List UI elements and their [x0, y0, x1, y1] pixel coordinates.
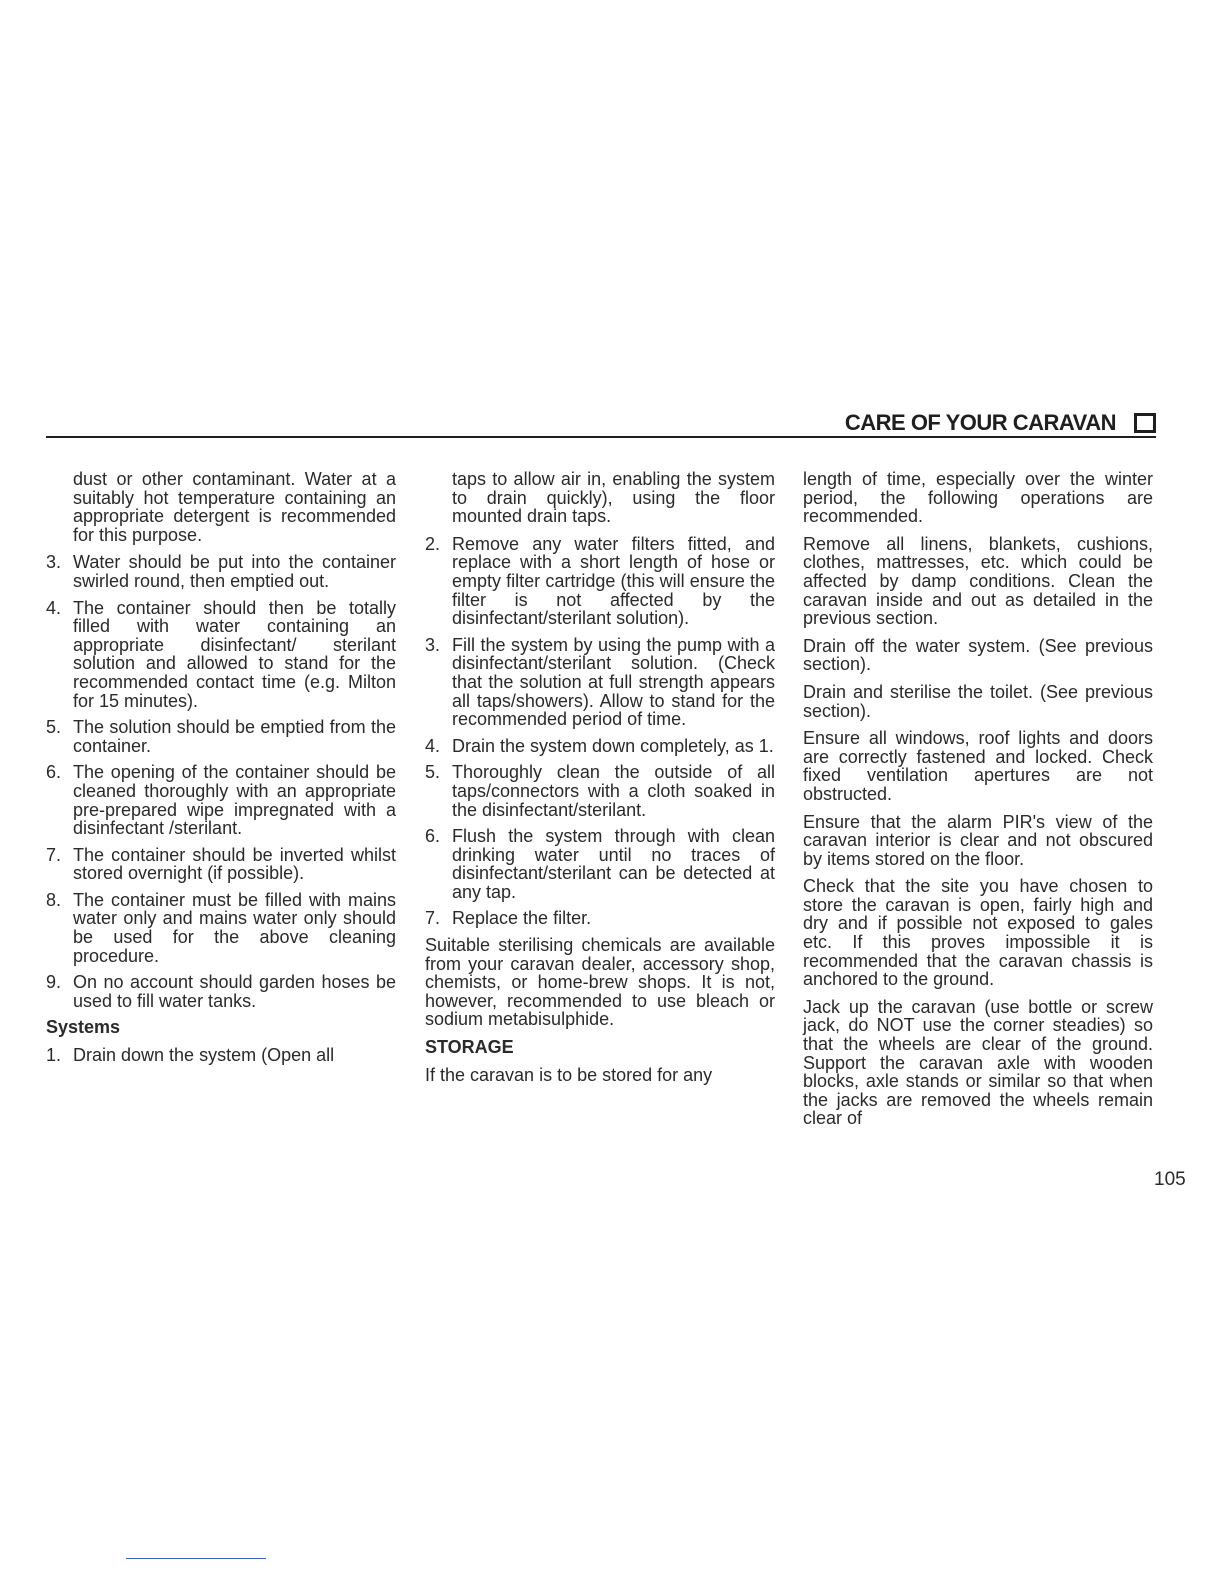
list-item	[46, 846, 396, 883]
storage-heading: STORAGE	[425, 1037, 514, 1058]
list-number: 5.	[46, 717, 62, 738]
list-text: The solution should be emptied from the container.	[73, 717, 396, 756]
list-number: 6.	[425, 826, 441, 847]
list-item	[425, 737, 775, 756]
list-number: 2.	[425, 533, 441, 554]
list-text: Fill the system by using the pump with a disinfectant/sterilant solution. (Check that the solution at full strength appears all taps/showers). Allow to stand for the recommended period of time.	[452, 634, 775, 730]
storage-paragraph: Drain and sterilise the toilet. (See previous section).	[803, 681, 1153, 721]
list-number: 7.	[46, 844, 62, 865]
column-3	[803, 470, 1153, 1137]
storage-paragraph: Remove all linens, blankets, cushions, clothes, mattresses, etc. which could be affected by damp conditions. Clean the caravan inside and out as detailed in the previous section.	[803, 533, 1153, 629]
section-title: CARE OF YOUR CARAVAN	[844, 410, 1116, 435]
list-item	[425, 763, 775, 819]
storage-paragraph: length of time, especially over the winter period, the following operations are recommended.	[803, 469, 1153, 527]
list-text: Drain down the system (Open all	[73, 1045, 335, 1066]
list-number: 4.	[425, 735, 441, 756]
list-text: The container must be filled with mains water only and mains water only should be used for the above cleaning procedure.	[73, 889, 396, 966]
col2-intro: taps to allow air in, enabling the system to drain quickly), using the floor mounted drain taps.	[452, 469, 775, 527]
list-text: Remove any water filters fitted, and replace with a short length of hose or empty filter cartridge (this will ensure the filter is not affected by the disinfectant/sterilant solution).	[452, 533, 775, 629]
page-header	[46, 410, 1156, 438]
square-icon	[1134, 413, 1156, 433]
list-text: The container should be inverted whilst stored overnight (if possible).	[73, 844, 396, 884]
list-item	[425, 909, 775, 928]
list-number: 7.	[425, 908, 441, 929]
list-text: Flush the system through with clean drinking water until no traces of disinfectant/sterilant can be detected at any tap.	[452, 826, 775, 902]
list-number: 3.	[46, 552, 62, 573]
list-text: On no account should garden hoses be used to fill water tanks.	[73, 972, 396, 1011]
list-item	[46, 1046, 396, 1065]
column-2	[425, 470, 775, 1093]
systems-heading: Systems	[46, 1017, 121, 1038]
list-item	[425, 636, 775, 729]
storage-paragraph: Jack up the caravan (use bottle or screw jack, do NOT use the corner steadies) so that the wheels are clear of the ground. Support the caravan axle with wooden blocks, axle stands or similar so that when the jacks are removed the wheels remain clear of	[803, 996, 1153, 1129]
col1-intro: dust or other contaminant. Water at a suitably hot temperature containing an appropriate detergent is recommended for this purpose.	[73, 469, 396, 545]
list-text: Drain the system down completely, as 1.	[452, 735, 774, 756]
footer-divider	[126, 1558, 266, 1559]
column-1	[46, 470, 396, 1073]
storage-paragraph: Ensure that the alarm PIR's view of the caravan interior is clear and not obscured by items stored on the floor.	[803, 811, 1153, 869]
list-number: 6.	[46, 762, 62, 783]
storage-paragraph: Drain off the water system. (See previous section).	[803, 635, 1153, 675]
page-number: 105	[1154, 1169, 1186, 1190]
list-text: Replace the filter.	[452, 908, 592, 929]
list-text: The opening of the container should be cleaned thoroughly with an appropriate pre-prepared wipe impregnated with a disinfectant /sterilant.	[73, 762, 396, 839]
list-text: The container should then be totally filled with water containing an appropriate disinfectant/ sterilant solution and allowed to stand for the recommended contact time (e.g. Milton for 15 minutes).	[73, 597, 396, 711]
list-number: 8.	[46, 889, 62, 910]
list-item	[425, 827, 775, 901]
list-item	[46, 553, 396, 590]
list-number: 3.	[425, 634, 441, 655]
list-number: 5.	[425, 762, 441, 783]
list-item	[46, 891, 396, 965]
list-item	[46, 599, 396, 711]
list-item	[46, 718, 396, 755]
list-text: Thoroughly clean the outside of all taps/connectors with a cloth soaked in the disinfectant/sterilant.	[452, 762, 775, 820]
sterilising-paragraph: Suitable sterilising chemicals are available from your caravan dealer, accessory shop, chemists, or home-brew shops. It is not, however, recommended to use bleach or sodium metabisulphide.	[425, 935, 775, 1030]
list-item	[46, 973, 396, 1010]
storage-paragraph: If the caravan is to be stored for any	[425, 1064, 713, 1085]
list-number: 9.	[46, 972, 62, 993]
list-item	[46, 763, 396, 837]
list-item	[425, 535, 775, 628]
list-number: 4.	[46, 597, 62, 618]
list-number: 1.	[46, 1045, 62, 1066]
storage-paragraph: Check that the site you have chosen to store the caravan is open, fairly high and dry and if possible not exposed to gales etc. If this proves impossible it is recommended that the caravan chassis is anchored to the ground.	[803, 876, 1153, 990]
storage-paragraph: Ensure all windows, roof lights and doors are correctly fastened and locked. Check fixed ventilation apertures are not obstructed.	[803, 728, 1153, 804]
list-text: Water should be put into the container swirled round, then emptied out.	[73, 552, 396, 591]
